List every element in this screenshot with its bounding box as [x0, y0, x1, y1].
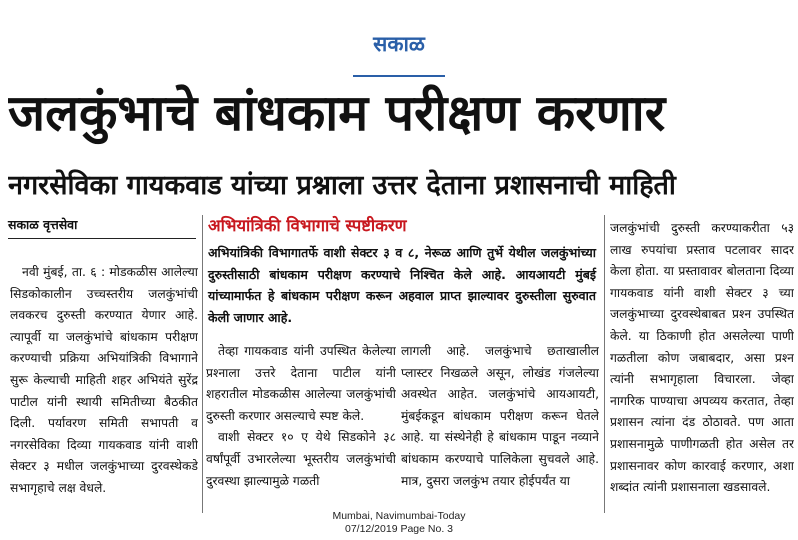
- masthead-underline: [353, 75, 445, 77]
- article-headline: जलकुंभाचे बांधकाम परीक्षण करणार: [8, 84, 666, 142]
- footer-date-page: 07/12/2019 Page No. 3: [344, 523, 453, 535]
- column-2-paragraph-1: तेव्हा गायकवाड यांनी उपस्थित केलेल्या प्रश्‍नाला उत्तरे देताना पाटील यांनी शहरातील मोडकळीस आलेल्या जलकुंभांची दुरुस्ती करणार असल्याचे स्पष्ट केले.: [206, 344, 396, 423]
- column-divider-1: [202, 215, 203, 513]
- sidebar-box: [206, 212, 600, 330]
- masthead-title: सकाळ: [373, 32, 425, 56]
- newspaper-masthead: [0, 30, 798, 82]
- byline-divider: [8, 238, 196, 239]
- article-column-1: नवी मुंबई, ता. ६ : मोडकळीस आलेल्या सिडकोकालीन उच्चस्तरीय जलकुंभांची लवकरच दुरुस्ती करण्यात येणार आहे. त्यापूर्वी या जलकुंभांचे बांधकाम परीक्षण करण्याची प्रक्रिया अभियांत्रिकी विभागाने सुरू केल्याची माहिती शहर अभियंते सुरेंद्र पाटील यांनी स्थायी समितीच्या बैठकीत दिली. पर्यावरण समिती सभापती व नगरसेविका दिव्या गायकवाड यांनी वाशी सेक्टर ३ मधील जलकुंभाच्या दुरवस्थेकडे सभागृहाचे लक्ष वेधले.: [10, 265, 198, 495]
- article-byline: सकाळ वृत्तसेवा: [8, 217, 78, 232]
- footer-edition: Mumbai, Navimumbai-Today: [332, 510, 466, 522]
- article-column-2: [206, 341, 396, 511]
- article-column-3: लागली आहे. जलकुंभाचे छताखालील प्लास्टर निखळले असून, लोखंड गंजलेल्या अवस्थेत आहेत. जलकुंभांचे आयआयटी, मुंबईकडून बांधकाम परीक्षण करून घेतले आहे. या संस्थेनेही हे बांधकाम पाडून नव्याने बांधकाम करण्याचे पालिकेला सुचवले आहे. मात्र, दुसरा जलकुंभ तयार होईपर्यंत या: [401, 344, 599, 488]
- column-divider-2: [604, 215, 605, 513]
- column-2-paragraph-2: वाशी सेक्टर १० ए येथे सिडकोने ३८ वर्षांपूर्वी उभारलेल्या भूस्तरीय जलकुंभांची दुरवस्था झाल्यामुळे गळती: [206, 430, 396, 488]
- sidebar-box-text: अभियांत्रिकी विभागातर्फे वाशी सेक्टर ३ व ८, नेरूळ आणि तुर्भे येथील जलकुंभांच्या दुरुस्तीसाठी बांधकाम परीक्षण करण्याचे निश्‍चित केले आहे. आयआयटी मुंबई यांच्यामार्फत हे बांधकाम परीक्षण करून अहवाल प्राप्त झाल्यावर दुरुस्तीला सुरुवात केली जाणार आहे.: [208, 245, 596, 325]
- sidebar-box-title: अभियांत्रिकी विभागाचे स्पष्टीकरण: [208, 216, 407, 235]
- page-footer: [0, 510, 798, 536]
- article-subheadline: नगरसेविका गायकवाड यांच्या प्रश्नाला उत्तर देताना प्रशासनाची माहिती: [8, 170, 676, 201]
- article-column-4: जलकुंभांची दुरुस्ती करण्याकरीता ५३ लाख रुपयांचा प्रस्ताव पटलावर सादर केला होता. या प्रस्तावावर बोलताना दिव्या गायकवाड यांनी वाशी सेक्टर ३ च्या जलकुंभाच्या दुरवस्थेबाबत प्रश्‍न उपस्थित केले. या ठिकाणी होत असलेल्या पाणी गळतीला कोण जबाबदार, असा प्रश्‍न त्यांनी सभागृहाला विचारला. जेव्हा नागरिक पाण्याचा अपव्यय करतात, तेव्हा प्रशासन त्यांना दंड ठोठावते. पण आता प्रशासनामुळे पाणीगळती होत असेल तर प्रशासनावर कोण कारवाई करणार, अशा शब्दांत त्यांनी प्रशासनाला खडसावले.: [610, 221, 794, 495]
